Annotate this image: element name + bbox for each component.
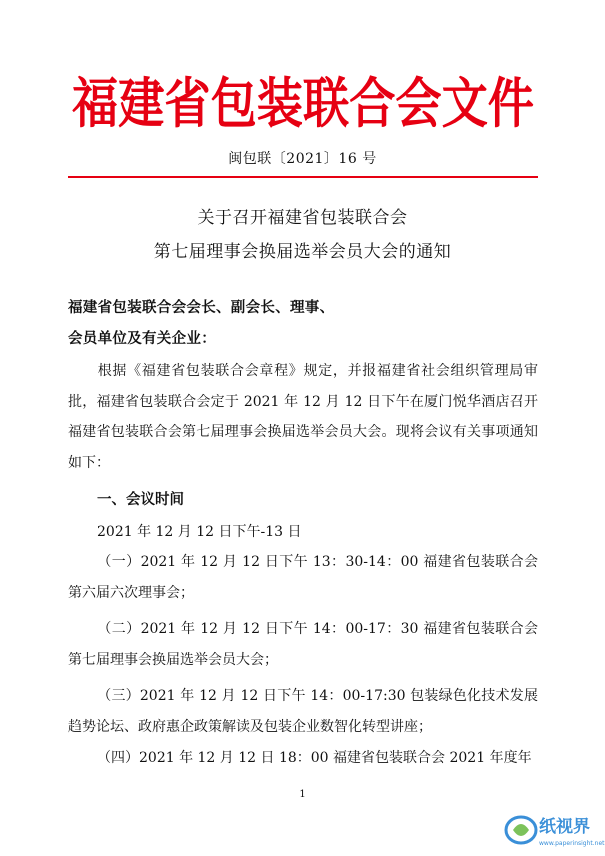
- masthead-text: 福建省包装联合会文件: [72, 71, 534, 135]
- schedule-item-4: [68, 743, 538, 774]
- addressee-line-1: 福建省包装联合会会长、副会长、理事、: [68, 300, 335, 316]
- document-number: 闽包联〔2021〕16 号: [228, 151, 377, 167]
- notice-title-line-1: 关于召开福建省包装联合会: [197, 208, 408, 228]
- schedule-item-3-text: （三）2021 年 12 月 12 日下午 14：00-17:30 包装绿色化技术发展趋势论坛、政府惠企政策解读及包装企业数智化转型讲座；: [68, 688, 538, 735]
- schedule-item-4-text: （四）2021 年 12 月 12 日 18：00 福建省包装联合会 2021 年度年: [97, 750, 532, 766]
- meeting-date-range: 2021 年 12 月 12 日下午-13 日: [97, 524, 302, 540]
- notice-title-line-2: 第七届理事会换届选举会员大会的通知: [153, 242, 452, 262]
- addressee-line-2: 会员单位及有关企业：: [68, 331, 216, 347]
- intro-text: 根据《福建省包装联合会章程》规定，并报福建省社会组织管理局审批，福建省包装联合会定于 2021 年 12 月 12 日下午在厦门悦华酒店召开福建省包装联合会第七届理事会换届选举会员大会。现将会议有关事项通知如下：: [68, 363, 538, 471]
- header-divider: [68, 176, 538, 178]
- schedule-item-1: [68, 547, 538, 608]
- watermark-url: www.paperinsight.net: [539, 840, 605, 847]
- schedule-item-1-text: （一）2021 年 12 月 12 日下午 13：30-14：00 福建省包装联合会第六届六次理事会；: [68, 554, 538, 601]
- masthead-title: [68, 62, 538, 140]
- watermark-logo-text: 纸视界: [539, 817, 590, 837]
- intro-paragraph: [68, 356, 538, 478]
- section-heading-meeting-time: 一、会议时间: [97, 492, 184, 508]
- paper-insight-logo-icon: [503, 808, 603, 852]
- schedule-item-2-text: （二）2021 年 12 月 12 日下午 14：00-17：30 福建省包装联合会第七届理事会换届选举会员大会；: [68, 621, 538, 668]
- schedule-item-3: [68, 681, 538, 742]
- page-number: 1: [299, 789, 306, 800]
- schedule-item-2: [68, 614, 538, 675]
- watermark: [503, 808, 603, 852]
- masthead: [68, 62, 538, 140]
